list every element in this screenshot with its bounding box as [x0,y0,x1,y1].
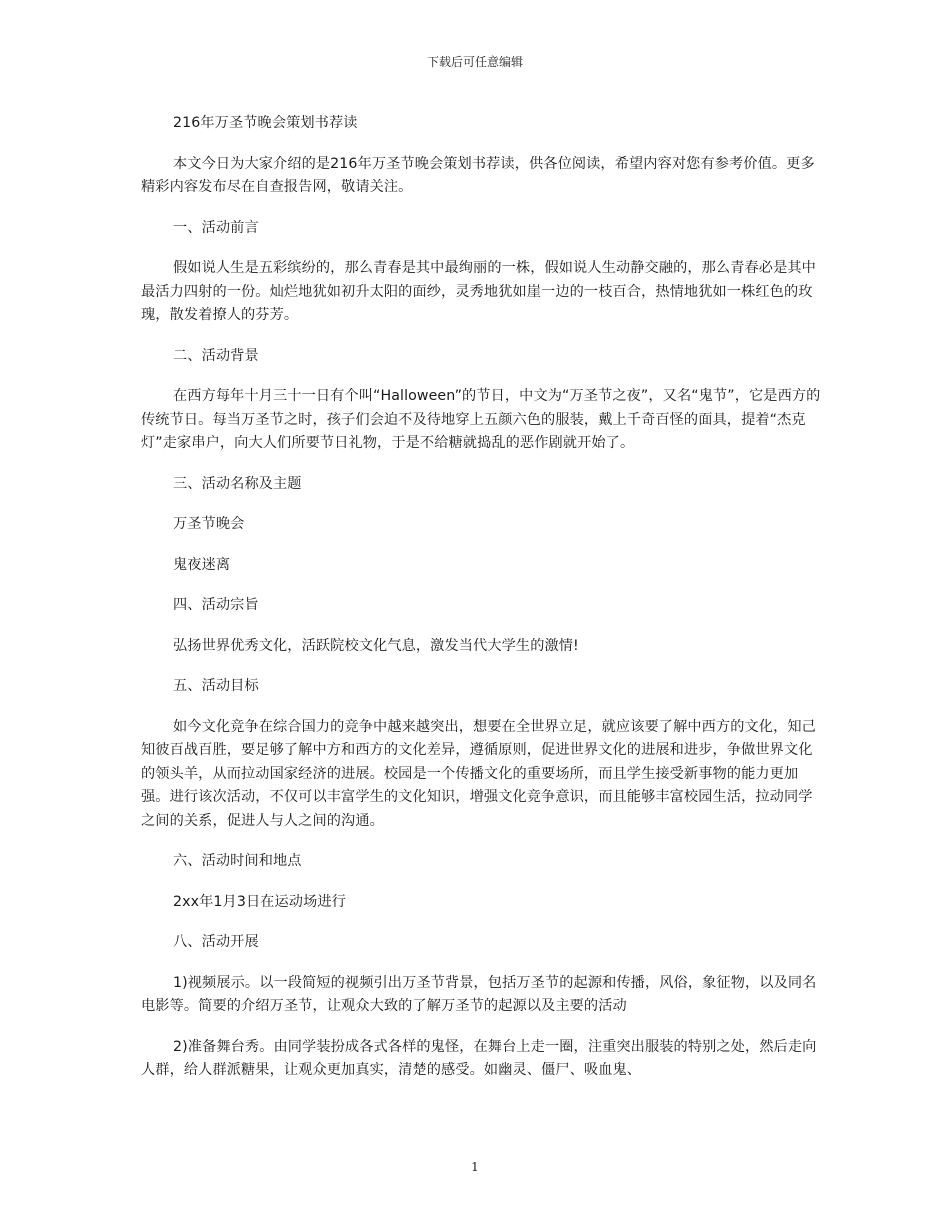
goals-paragraph: 如今文化竞争在综合国力的竞争中越来越突出，想要在全世界立足，就应该要了解中西方的文化，知己知彼百战百胜，要足够了解中方和西方的文化差异，遵循原则，促进世界文化的进展和进步，争做世界文化的领头羊，从而拉动国家经济的进展。校园是一个传播文化的重要场所，而且学生接受新事物的能力更加强。进行该次活动，不仅可以丰富学生的文化知识，增强文化竞争意识，而且能够丰富校园生活，拉动同学之间的关系，促进人与人之间的沟通。 [141,718,816,829]
document-title: 216年万圣节晚会策划书荐读 [173,115,358,131]
activity-item-video: 1)视频展示。以一段简短的视频引出万圣节背景，包括万圣节的起源和传播，风俗，象征物，以及同名电影等。简要的介绍万圣节，让观众大致的了解万圣节的起源以及主要的活动 [141,974,817,1014]
activity-name: 万圣节晚会 [173,516,245,532]
section-heading-preface: 一、活动前言 [173,219,259,236]
background-paragraph: 在西方每年十月三十一日有个叫“Halloween”的节日，中文为“万圣节之夜”，又名“鬼节”，它是西方的传统节日。每当万圣节之时，孩子们会迫不及待地穿上五颜六色的服装，戴上千奇百怪的面具，提着“杰克灯”走家串户，向大人们所要节日礼物，于是不给糖就捣乱的恶作剧就开始了。 [141,388,821,451]
section-heading-name-theme: 三、活动名称及主题 [173,475,302,492]
purpose-paragraph: 弘扬世界优秀文化，活跃院校文化气息，激发当代大学生的激情! [173,637,579,654]
page-header: 下载后可任意编辑 [426,55,523,69]
activity-item-stage-show: 2)准备舞台秀。由同学装扮成各式各样的鬼怪，在舞台上走一圈，注重突出服装的特别之处，然后走向人群，给人群派糖果，让观众更加真实，清楚的感受。如幽灵、僵尸、吸血鬼、 [141,1038,817,1078]
section-heading-purpose: 四、活动宗旨 [173,597,259,613]
activity-theme: 鬼夜迷离 [173,556,231,573]
section-heading-goals: 五、活动目标 [173,678,259,694]
section-heading-activities: 八、活动开展 [173,934,259,950]
preface-paragraph: 假如说人生是五彩缤纷的，那么青春是其中最绚丽的一株，假如说人生动静交融的，那么青春必是其中最活力四射的一份。灿烂地犹如初升太阳的面纱，灵秀地犹如崖一边的一枝百合，热情地犹如一株红色的玫瑰，散发着撩人的芬芳。 [141,260,816,323]
section-heading-time-place: 六、活动时间和地点 [173,853,302,869]
time-place-paragraph: 2xx年1月3日在运动场进行 [173,893,346,910]
section-heading-background: 二、活动背景 [173,347,259,364]
intro-paragraph: 本文今日为大家介绍的是216年万圣节晚会策划书荐读，供各位阅读，希望内容对您有参考价值。更多精彩内容发布尽在自查报告网，敬请关注。 [141,155,815,195]
document-body [141,112,821,1100]
page-number: 1 [471,1160,479,1174]
